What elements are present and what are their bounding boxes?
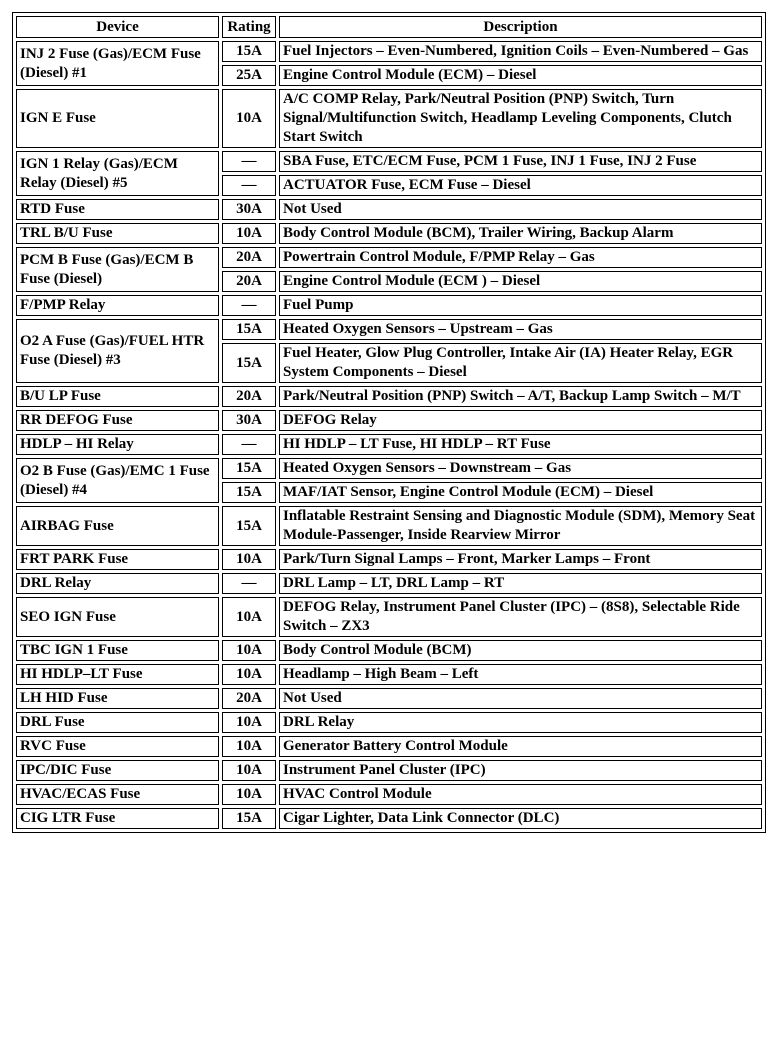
device-cell: O2 B Fuse (Gas)/EMC 1 Fuse (Diesel) #4	[16, 458, 219, 503]
device-cell: FRT PARK Fuse	[16, 549, 219, 570]
device-cell: RVC Fuse	[16, 736, 219, 757]
table-row	[16, 736, 762, 757]
description-cell: MAF/IAT Sensor, Engine Control Module (ECM) – Diesel	[279, 482, 762, 503]
table-row	[16, 247, 762, 268]
description-cell: Headlamp – High Beam – Left	[279, 664, 762, 685]
device-cell: INJ 2 Fuse (Gas)/ECM Fuse (Diesel) #1	[16, 41, 219, 86]
device-cell: SEO IGN Fuse	[16, 597, 219, 637]
rating-cell: 10A	[222, 664, 276, 685]
rating-cell: 15A	[222, 319, 276, 340]
device-cell: DRL Fuse	[16, 712, 219, 733]
rating-cell: 30A	[222, 410, 276, 431]
device-cell: RTD Fuse	[16, 199, 219, 220]
device-cell: TBC IGN 1 Fuse	[16, 640, 219, 661]
header-description: Description	[279, 16, 762, 38]
rating-cell: —	[222, 175, 276, 196]
table-row	[16, 458, 762, 479]
description-cell: Not Used	[279, 199, 762, 220]
description-cell: DRL Relay	[279, 712, 762, 733]
device-cell: HVAC/ECAS Fuse	[16, 784, 219, 805]
description-cell: HVAC Control Module	[279, 784, 762, 805]
description-cell: Instrument Panel Cluster (IPC)	[279, 760, 762, 781]
device-cell: TRL B/U Fuse	[16, 223, 219, 244]
description-cell: Park/Neutral Position (PNP) Switch – A/T, Backup Lamp Switch – M/T	[279, 386, 762, 407]
rating-cell: 20A	[222, 386, 276, 407]
header-row	[16, 16, 762, 38]
device-cell: F/PMP Relay	[16, 295, 219, 316]
rating-cell: 15A	[222, 506, 276, 546]
device-cell: IPC/DIC Fuse	[16, 760, 219, 781]
table-row	[16, 549, 762, 570]
device-cell: IGN E Fuse	[16, 89, 219, 148]
rating-cell: —	[222, 151, 276, 172]
description-cell: Cigar Lighter, Data Link Connector (DLC)	[279, 808, 762, 829]
table-row	[16, 434, 762, 455]
description-cell: HI HDLP – LT Fuse, HI HDLP – RT Fuse	[279, 434, 762, 455]
description-cell: DEFOG Relay	[279, 410, 762, 431]
table-row	[16, 386, 762, 407]
rating-cell: 10A	[222, 784, 276, 805]
description-cell: ACTUATOR Fuse, ECM Fuse – Diesel	[279, 175, 762, 196]
description-cell: SBA Fuse, ETC/ECM Fuse, PCM 1 Fuse, INJ 1 Fuse, INJ 2 Fuse	[279, 151, 762, 172]
description-cell: Fuel Injectors – Even-Numbered, Ignition Coils – Even-Numbered – Gas	[279, 41, 762, 62]
device-cell: HI HDLP–LT Fuse	[16, 664, 219, 685]
rating-cell: 15A	[222, 343, 276, 383]
device-cell: IGN 1 Relay (Gas)/ECM Relay (Diesel) #5	[16, 151, 219, 196]
rating-cell: 20A	[222, 247, 276, 268]
table-row	[16, 41, 762, 62]
description-cell: Heated Oxygen Sensors – Upstream – Gas	[279, 319, 762, 340]
table-row	[16, 640, 762, 661]
rating-cell: 10A	[222, 89, 276, 148]
device-cell: LH HID Fuse	[16, 688, 219, 709]
device-cell: PCM B Fuse (Gas)/ECM B Fuse (Diesel)	[16, 247, 219, 292]
description-cell: Body Control Module (BCM), Trailer Wiring, Backup Alarm	[279, 223, 762, 244]
description-cell: Engine Control Module (ECM ) – Diesel	[279, 271, 762, 292]
rating-cell: 15A	[222, 808, 276, 829]
table-row	[16, 688, 762, 709]
rating-cell: 20A	[222, 688, 276, 709]
table-body	[16, 41, 762, 829]
description-cell: A/C COMP Relay, Park/Neutral Position (PNP) Switch, Turn Signal/Multifunction Switch, Headlamp Leveling Components, Clutch Start Switch	[279, 89, 762, 148]
header-rating: Rating	[222, 16, 276, 38]
table-row	[16, 89, 762, 148]
rating-cell: 10A	[222, 549, 276, 570]
rating-cell: 15A	[222, 458, 276, 479]
table-row	[16, 664, 762, 685]
header-device: Device	[16, 16, 219, 38]
description-cell: Powertrain Control Module, F/PMP Relay – Gas	[279, 247, 762, 268]
device-cell: RR DEFOG Fuse	[16, 410, 219, 431]
device-cell: O2 A Fuse (Gas)/FUEL HTR Fuse (Diesel) #3	[16, 319, 219, 383]
description-cell: Body Control Module (BCM)	[279, 640, 762, 661]
description-cell: Inflatable Restraint Sensing and Diagnostic Module (SDM), Memory Seat Module-Passenger, Inside Rearview Mirror	[279, 506, 762, 546]
fuse-table-container	[12, 12, 766, 833]
table-row	[16, 319, 762, 340]
table-row	[16, 808, 762, 829]
device-cell: AIRBAG Fuse	[16, 506, 219, 546]
description-cell: Generator Battery Control Module	[279, 736, 762, 757]
device-cell: DRL Relay	[16, 573, 219, 594]
table-row	[16, 223, 762, 244]
table-row	[16, 199, 762, 220]
rating-cell: 30A	[222, 199, 276, 220]
rating-cell: —	[222, 295, 276, 316]
rating-cell: 15A	[222, 41, 276, 62]
rating-cell: 10A	[222, 736, 276, 757]
table-row	[16, 506, 762, 546]
rating-cell: 25A	[222, 65, 276, 86]
description-cell: Park/Turn Signal Lamps – Front, Marker Lamps – Front	[279, 549, 762, 570]
description-cell: DRL Lamp – LT, DRL Lamp – RT	[279, 573, 762, 594]
table-row	[16, 597, 762, 637]
description-cell: DEFOG Relay, Instrument Panel Cluster (IPC) – (8S8), Selectable Ride Switch – ZX3	[279, 597, 762, 637]
device-cell: HDLP – HI Relay	[16, 434, 219, 455]
description-cell: Not Used	[279, 688, 762, 709]
device-cell: CIG LTR Fuse	[16, 808, 219, 829]
rating-cell: —	[222, 434, 276, 455]
table-row	[16, 295, 762, 316]
device-cell: B/U LP Fuse	[16, 386, 219, 407]
table-row	[16, 712, 762, 733]
table-header	[16, 16, 762, 38]
table-row	[16, 410, 762, 431]
rating-cell: 15A	[222, 482, 276, 503]
description-cell: Engine Control Module (ECM) – Diesel	[279, 65, 762, 86]
table-row	[16, 573, 762, 594]
rating-cell: 10A	[222, 640, 276, 661]
rating-cell: 10A	[222, 760, 276, 781]
description-cell: Fuel Heater, Glow Plug Controller, Intake Air (IA) Heater Relay, EGR System Components – Diesel	[279, 343, 762, 383]
rating-cell: 10A	[222, 597, 276, 637]
rating-cell: 10A	[222, 712, 276, 733]
description-cell: Heated Oxygen Sensors – Downstream – Gas	[279, 458, 762, 479]
table-row	[16, 784, 762, 805]
rating-cell: 10A	[222, 223, 276, 244]
rating-cell: —	[222, 573, 276, 594]
table-row	[16, 760, 762, 781]
rating-cell: 20A	[222, 271, 276, 292]
fuse-table	[12, 12, 766, 833]
table-row	[16, 151, 762, 172]
description-cell: Fuel Pump	[279, 295, 762, 316]
